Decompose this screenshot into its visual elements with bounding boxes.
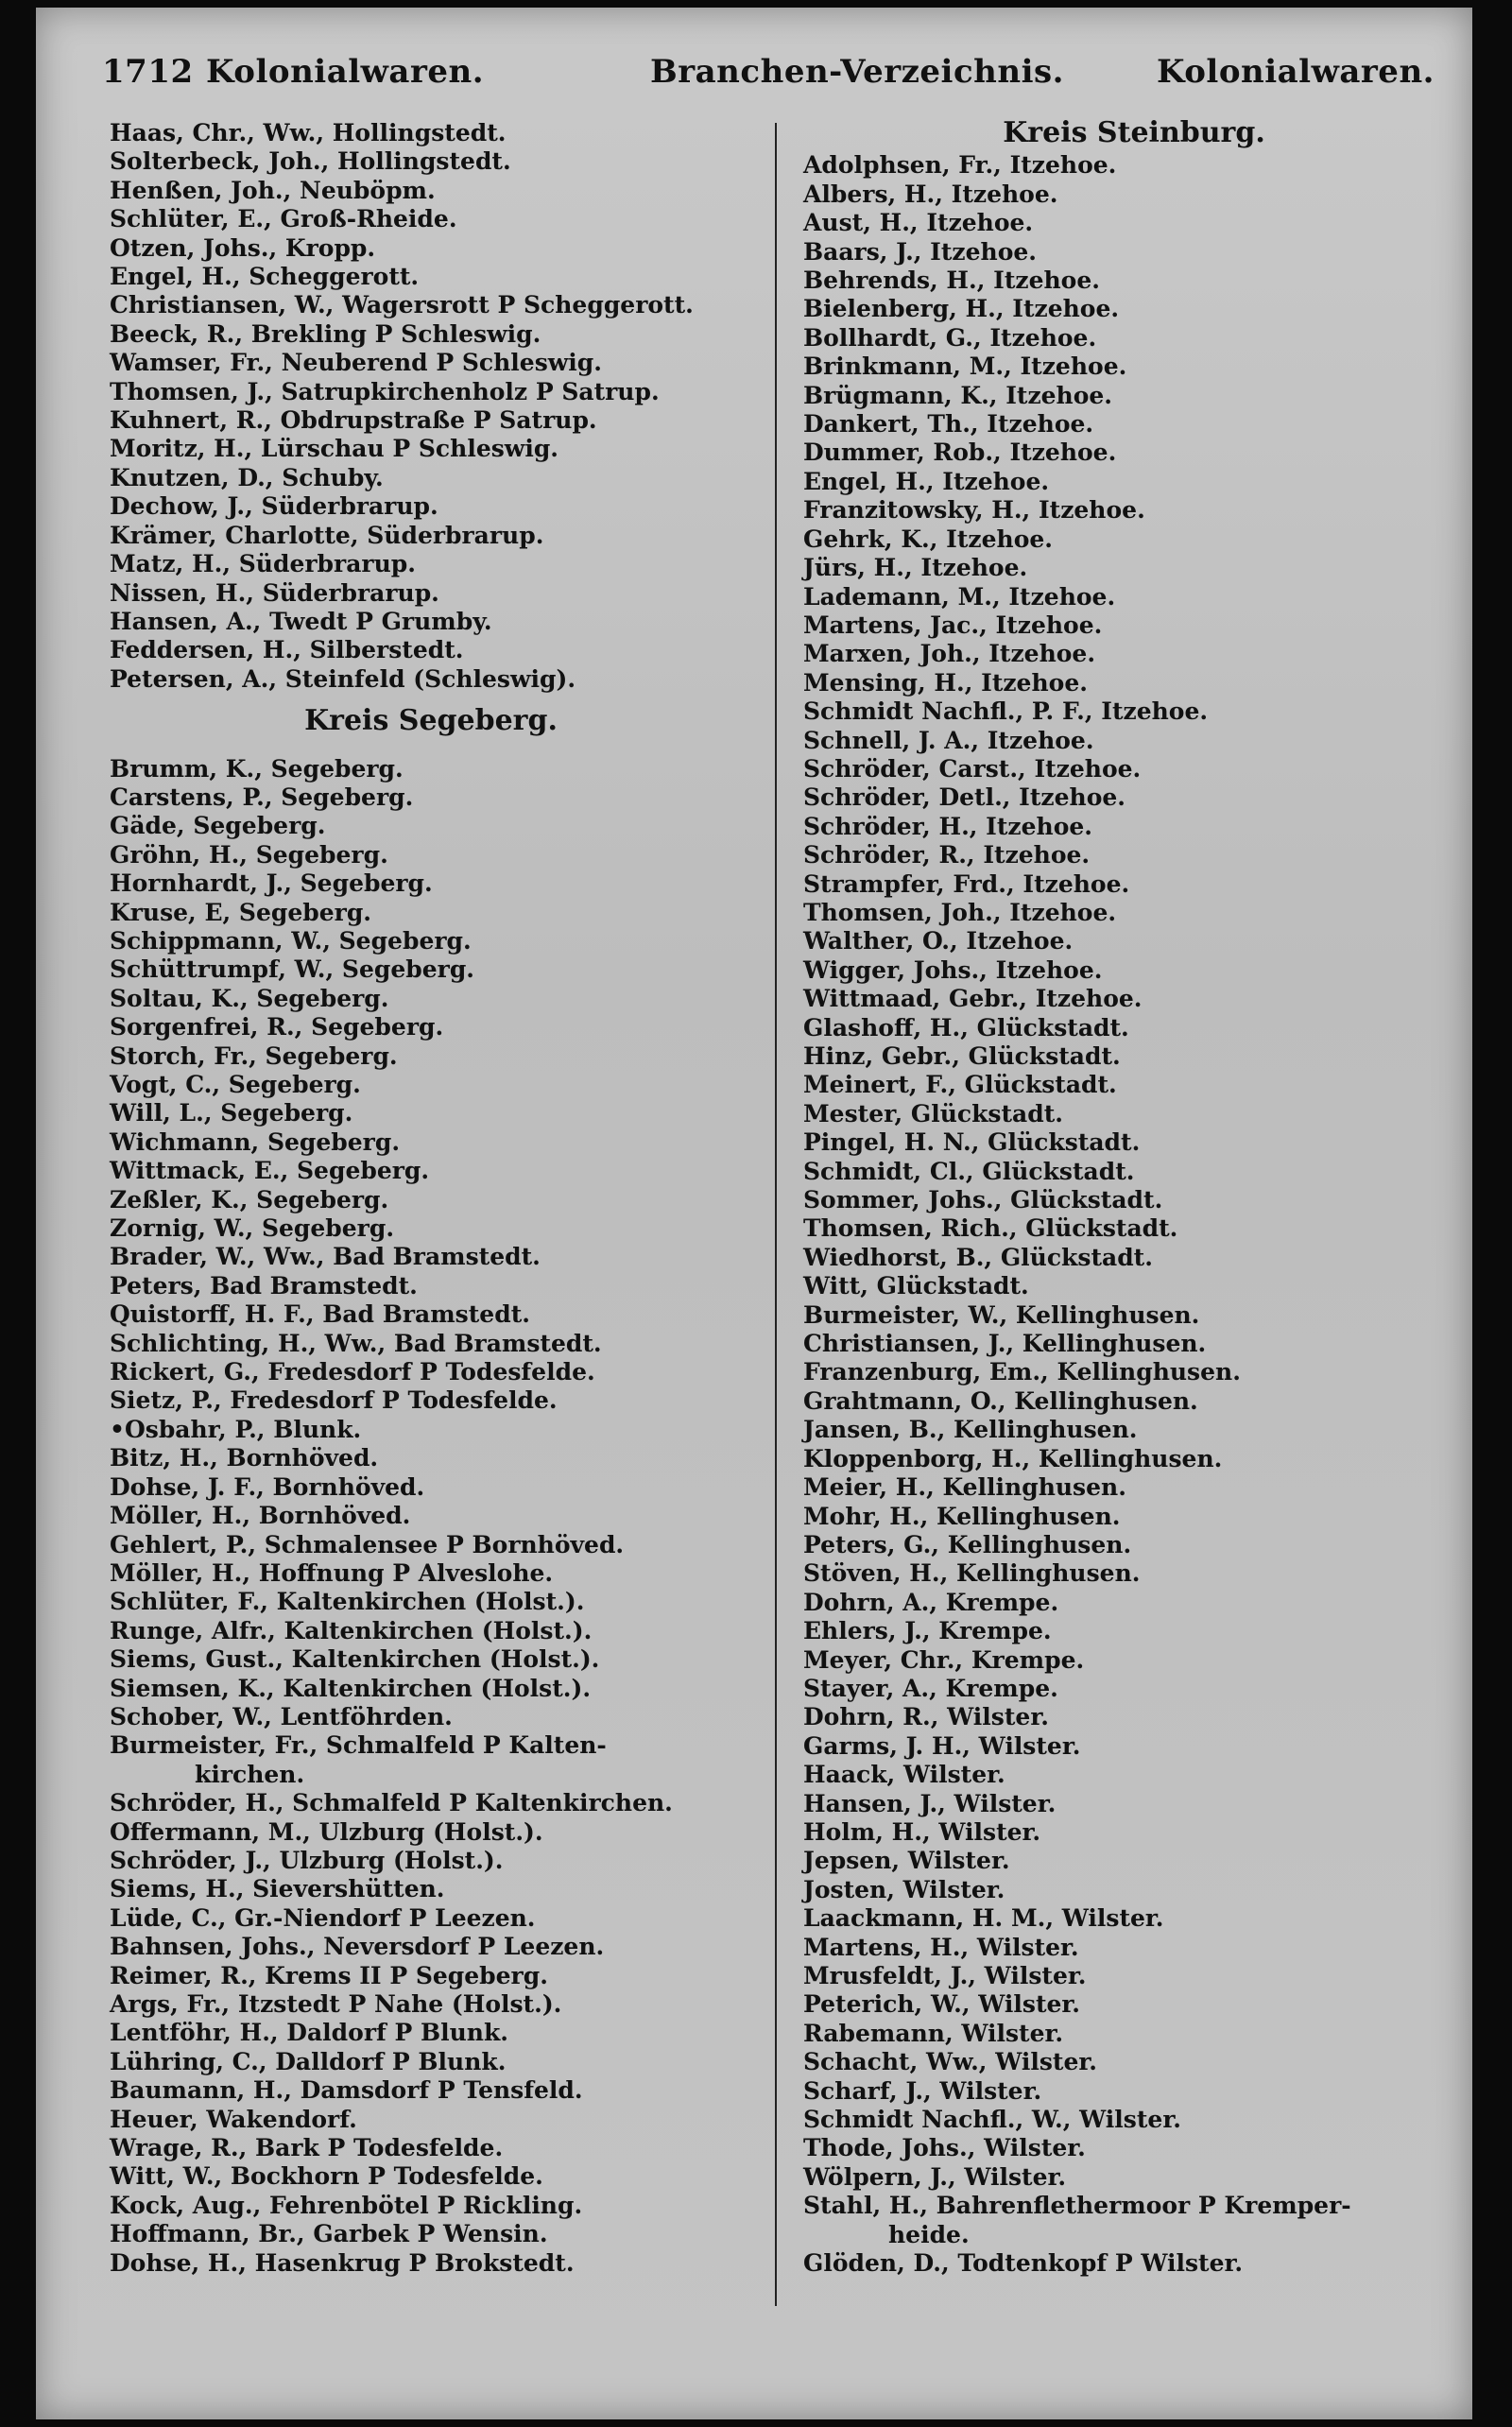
directory-entry: Glöden, D., Todtenkopf P Wilster. [803, 2249, 1244, 2278]
directory-entry: Schröder, Carst., Itzehoe. [803, 754, 1142, 783]
directory-entry: Thomsen, Rich., Glückstadt. [803, 1214, 1178, 1243]
directory-entry: Heuer, Wakendorf. [110, 2105, 357, 2133]
directory-entry: Mrusfeldt, J., Wilster. [803, 1962, 1087, 1989]
directory-entry: Witt, W., Bockhorn P Todesfelde. [110, 2162, 543, 2191]
directory-entry: Meyer, Chr., Krempe. [803, 1645, 1085, 1674]
directory-entry: Schröder, H., Schmalfeld P Kaltenkirchen. [110, 1789, 673, 1817]
directory-entry: Pingel, H. N., Glückstadt. [803, 1128, 1141, 1157]
directory-entry: Schröder, H., Itzehoe. [803, 812, 1092, 840]
directory-entry: Schröder, J., Ulzburg (Holst.). [110, 1846, 504, 1874]
page-number: 1712 [102, 53, 194, 91]
directory-entry: Schröder, R., Itzehoe. [803, 841, 1091, 869]
directory-entry: Lühring, C., Dalldorf P Blunk. [110, 2047, 507, 2075]
directory-entry: Schmidt Nachfl., W., Wilster. [803, 2106, 1181, 2134]
directory-entry: Brinkmann, M., Itzehoe. [803, 353, 1127, 381]
directory-entry: Thomsen, Joh., Itzehoe. [803, 898, 1117, 926]
directory-entry: Dohrn, A., Krempe. [803, 1588, 1059, 1616]
directory-entry: Schnell, J. A., Itzehoe. [803, 726, 1094, 754]
directory-entry: Soltau, K., Segeberg. [110, 984, 389, 1012]
directory-entry: Jansen, B., Kellinghusen. [803, 1416, 1138, 1444]
directory-entry: Christiansen, J., Kellinghusen. [803, 1330, 1207, 1358]
directory-entry: Sorgenfrei, R., Segeberg. [110, 1013, 444, 1041]
directory-entry: Hornhardt, J., Segeberg. [110, 869, 433, 898]
directory-entry: Grahtmann, O., Kellinghusen. [803, 1386, 1198, 1415]
directory-entry: Hoffmann, Br., Garbek P Wensin. [110, 2220, 548, 2248]
directory-entry: Schippmann, W., Segeberg. [110, 926, 472, 955]
directory-entry: Gröhn, H., Segeberg. [110, 840, 388, 869]
directory-entry: Sommer, Johs., Glückstadt. [803, 1186, 1163, 1214]
directory-entry: Dohrn, R., Wilster. [803, 1703, 1049, 1731]
directory-entry: Gehrk, K., Itzehoe. [803, 525, 1053, 553]
directory-entry: Vogt, C., Segeberg. [110, 1071, 361, 1098]
directory-entry: Baars, J., Itzehoe. [803, 237, 1037, 266]
directory-entry: Schröder, Detl., Itzehoe. [803, 783, 1125, 812]
directory-entry: Bielenberg, H., Itzehoe. [803, 295, 1120, 323]
directory-entry: Lademann, M., Itzehoe. [803, 582, 1116, 611]
directory-entry: Walther, O., Itzehoe. [803, 927, 1074, 955]
directory-entry: Siemsen, K., Kaltenkirchen (Holst.). [110, 1674, 592, 1702]
directory-entry: Garms, J. H., Wilster. [803, 1731, 1081, 1760]
directory-entry: Dankert, Th., Itzehoe. [803, 410, 1094, 439]
directory-entry: Kuhnert, R., Obdrupstraße P Satrup. [110, 406, 597, 435]
directory-entry: Meinert, F., Glückstadt. [803, 1071, 1117, 1099]
directory-entry: Dechow, J., Süderbrarup. [110, 492, 438, 521]
directory-entry: Wölpern, J., Wilster. [803, 2162, 1067, 2191]
directory-entry: Thode, Johs., Wilster. [803, 2134, 1086, 2162]
directory-entry: Kruse, E, Segeberg. [110, 898, 372, 926]
directory-entry: Peters, G., Kellinghusen. [803, 1530, 1132, 1558]
directory-entry: Dohse, H., Hasenkrug P Brokstedt. [110, 2248, 575, 2277]
directory-entry: Albers, H., Itzehoe. [803, 180, 1058, 208]
directory-entry: Franzenburg, Em., Kellinghusen. [803, 1358, 1241, 1386]
header-left-title: Kolonialwaren. [206, 53, 485, 91]
directory-entry: Peterich, W., Wilster. [803, 1990, 1080, 2019]
directory-entry: Engel, H., Scheggerott. [110, 263, 420, 291]
header-right-title: Kolonialwaren. [1156, 53, 1435, 91]
column-divider [775, 123, 777, 2306]
directory-entry: Haas, Chr., Ww., Hollingstedt. [110, 119, 507, 146]
directory-entry: Adolphsen, Fr., Itzehoe. [803, 151, 1117, 180]
directory-entry: Kock, Aug., Fehrenbötel P Rickling. [110, 2191, 583, 2219]
directory-page [36, 8, 1472, 2419]
directory-entry: Otzen, Johs., Kropp. [110, 233, 376, 262]
directory-entry: Marxen, Joh., Itzehoe. [803, 640, 1096, 668]
directory-entry: Nissen, H., Süderbrarup. [110, 578, 439, 607]
directory-entry: Schober, W., Lentföhrden. [110, 1702, 453, 1730]
directory-entry: Zeßler, K., Segeberg. [110, 1185, 389, 1214]
directory-entry: Feddersen, H., Silberstedt. [110, 636, 464, 664]
left-entries-section [110, 755, 752, 2279]
directory-entry: Hinz, Gebr., Glückstadt. [803, 1042, 1121, 1070]
directory-entry: Möller, H., Bornhöved. [110, 1502, 411, 1530]
section-title-kreis-segeberg: Kreis Segeberg. [304, 704, 558, 738]
directory-entry: Martens, Jac., Itzehoe. [803, 611, 1103, 639]
directory-entry: Franzitowsky, H., Itzehoe. [803, 496, 1145, 525]
directory-entry: Knutzen, D., Schuby. [110, 463, 384, 491]
directory-entry: Rickert, G., Fredesdorf P Todesfelde. [110, 1358, 595, 1386]
directory-entry: Peters, Bad Bramstedt. [110, 1271, 418, 1300]
directory-entry: Bahnsen, Johs., Neversdorf P Leezen. [110, 1933, 605, 1961]
directory-entry: Schlüter, F., Kaltenkirchen (Holst.). [110, 1588, 585, 1616]
directory-entry: Wigger, Johs., Itzehoe. [803, 955, 1103, 984]
directory-entry: Brumm, K., Segeberg. [110, 754, 404, 783]
right-column [803, 116, 1465, 2278]
directory-entry: Holm, H., Wilster. [803, 1817, 1041, 1846]
directory-entry: Gäde, Segeberg. [110, 812, 326, 840]
directory-entry: Ehlers, J., Krempe. [803, 1617, 1052, 1645]
directory-entry: Burmeister, W., Kellinghusen. [803, 1300, 1200, 1329]
directory-entry: heide. [888, 2220, 970, 2248]
directory-entry: Stayer, A., Krempe. [803, 1674, 1058, 1702]
directory-entry: Moritz, H., Lürschau P Schleswig. [110, 435, 559, 463]
directory-entry: Solterbeck, Joh., Hollingstedt. [110, 147, 511, 176]
directory-entry: Krämer, Charlotte, Süderbrarup. [110, 521, 544, 549]
directory-entry: Jürs, H., Itzehoe. [803, 554, 1028, 582]
header-center-title: Branchen-Verzeichnis. [650, 53, 1065, 91]
directory-entry: Aust, H., Itzehoe. [803, 209, 1034, 237]
directory-entry: Burmeister, Fr., Schmalfeld P Kalten- [110, 1731, 607, 1760]
directory-entry: Rabemann, Wilster. [803, 2019, 1064, 2047]
directory-entry: Mester, Glückstadt. [803, 1099, 1063, 1127]
directory-entry: Bitz, H., Bornhöved. [110, 1444, 379, 1472]
directory-entry: Wiedhorst, B., Glückstadt. [803, 1243, 1153, 1271]
directory-entry: Schüttrumpf, W., Segeberg. [110, 955, 474, 984]
directory-entry: Wamser, Fr., Neuberend P Schleswig. [110, 349, 602, 377]
directory-entry: Haack, Wilster. [803, 1761, 1005, 1789]
directory-entry: Offermann, M., Ulzburg (Holst.). [110, 1817, 543, 1846]
directory-entry: Brader, W., Ww., Bad Bramstedt. [110, 1243, 541, 1271]
directory-entry: Hansen, J., Wilster. [803, 1789, 1057, 1817]
directory-entry: Henßen, Joh., Neuböрm. [110, 176, 436, 204]
directory-entry: Bollhardt, G., Itzehoe. [803, 323, 1097, 352]
directory-entry: Laackmann, H. M., Wilster. [803, 1904, 1164, 1933]
directory-entry: Args, Fr., Itzstedt P Nahe (Holst.). [110, 1990, 562, 2018]
directory-entry: Will, L., Segeberg. [110, 1099, 353, 1127]
directory-entry: Wrage, R., Bark P Todesfelde. [110, 2134, 504, 2162]
directory-entry: Gehlert, P., Schmalensee P Bornhöved. [110, 1530, 625, 1558]
directory-entry: Witt, Glückstadt. [803, 1272, 1029, 1300]
directory-entry: Josten, Wilster. [803, 1875, 1005, 1903]
directory-entry: Zornig, W., Segeberg. [110, 1214, 395, 1243]
directory-entry: Christiansen, W., Wagersrott P Scheggerott. [110, 291, 694, 319]
directory-entry: Siems, Gust., Kaltenkirchen (Holst.). [110, 1645, 600, 1674]
directory-entry: Beeck, R., Brekling P Schleswig. [110, 319, 541, 348]
directory-entry: Lentföhr, H., Daldorf P Blunk. [110, 2019, 508, 2047]
directory-entry: Wittmaad, Gebr., Itzehoe. [803, 985, 1143, 1013]
directory-entry: Schlüter, E., Groß-Rheide. [110, 205, 457, 233]
directory-entry: Reimer, R., Krems II P Segeberg. [110, 1961, 548, 1989]
directory-entry: Kloppenborg, H., Kellinghusen. [803, 1444, 1223, 1472]
directory-entry: •Osbahr, P., Blunk. [110, 1415, 362, 1443]
directory-entry: Mohr, H., Kellinghusen. [803, 1502, 1121, 1530]
directory-entry: Schlichting, H., Ww., Bad Bramstedt. [110, 1329, 602, 1357]
directory-entry: Schacht, Ww., Wilster. [803, 2048, 1097, 2076]
left-entries-top [110, 119, 752, 694]
directory-entry: Baumann, H., Damsdorf P Tensfeld. [110, 2076, 583, 2105]
directory-entry: Glashoff, H., Glückstadt. [803, 1013, 1129, 1041]
directory-entry: Stahl, H., Bahrenflethermoor P Kremper- [803, 2192, 1351, 2220]
directory-entry: Matz, H., Süderbrarup. [110, 550, 416, 578]
directory-entry: Meier, H., Kellinghusen. [803, 1473, 1126, 1502]
directory-entry: Sietz, P., Fredesdorf P Todesfelde. [110, 1386, 558, 1415]
left-column [110, 119, 752, 2278]
right-entries [803, 151, 1465, 2278]
directory-entry: Schmidt, Cl., Glückstadt. [803, 1157, 1135, 1185]
directory-entry: Thomsen, J., Satrupkirchenholz P Satrup. [110, 377, 660, 405]
directory-entry: Jepsen, Wilster. [803, 1847, 1010, 1875]
directory-entry: Engel, H., Itzehoe. [803, 467, 1050, 495]
page-header [102, 53, 1453, 110]
directory-entry: Hansen, A., Twedt P Grumby. [110, 607, 492, 635]
directory-entry: Dummer, Rob., Itzehoe. [803, 439, 1117, 467]
directory-entry: Martens, H., Wilster. [803, 1933, 1079, 1961]
directory-entry: Brügmann, K., Itzehoe. [803, 381, 1113, 409]
directory-entry: Lüde, C., Gr.-Niendorf P Leezen. [110, 1903, 536, 1932]
directory-entry: Wittmack, E., Segeberg. [110, 1157, 430, 1185]
directory-entry: Storch, Fr., Segeberg. [110, 1041, 398, 1070]
directory-entry: Schmidt Nachfl., P. F., Itzehoe. [803, 697, 1209, 726]
directory-entry: Dohse, J. F., Bornhöved. [110, 1472, 425, 1501]
directory-entry: kirchen. [195, 1760, 305, 1788]
directory-entry: Petersen, A., Steinfeld (Schleswig). [110, 664, 576, 693]
directory-entry: Stöven, H., Kellinghusen. [803, 1559, 1141, 1588]
section-title-kreis-steinburg: Kreis Steinburg. [1003, 116, 1265, 149]
directory-entry: Carstens, P., Segeberg. [110, 783, 414, 811]
directory-entry: Runge, Alfr., Kaltenkirchen (Holst.). [110, 1616, 593, 1644]
directory-entry: Quistorff, H. F., Bad Bramstedt. [110, 1300, 530, 1329]
directory-entry: Siems, H., Sievershütten. [110, 1875, 445, 1903]
directory-entry: Möller, H., Hoffnung P Alveslohe. [110, 1558, 554, 1587]
directory-entry: Mensing, H., Itzehoe. [803, 668, 1088, 697]
directory-entry: Wichmann, Segeberg. [110, 1127, 401, 1156]
directory-entry: Strampfer, Frd., Itzehoe. [803, 869, 1130, 898]
directory-entry: Behrends, H., Itzehoe. [803, 267, 1100, 295]
directory-entry: Scharf, J., Wilster. [803, 2076, 1042, 2105]
